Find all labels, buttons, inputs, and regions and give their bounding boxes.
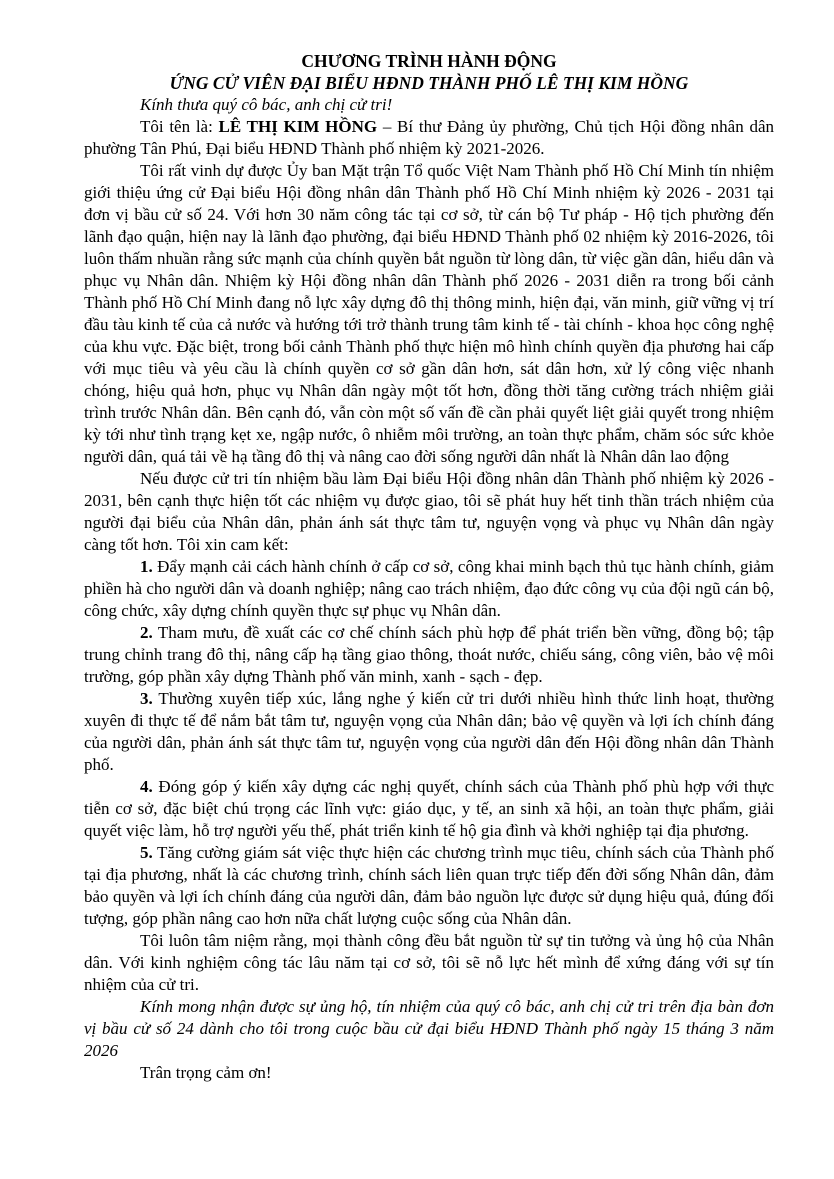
intro-prefix: Tôi tên là: [140,117,219,136]
commitment-number: 3. [140,689,153,708]
belief-paragraph: Tôi luôn tâm niệm rằng, mọi thành công đều bắt nguồn từ sự tin tưởng và ủng hộ của Nhân dân. Với kinh nghiệm công tác lâu năm tại cơ sở, tôi sẽ nỗ lực hết mình để xứng đáng với sự tín nhiệm của cử tri. [84,931,774,994]
commitment-item-5 [84,842,774,930]
commitment-item-3 [84,688,774,776]
commitment-number: 4. [140,777,153,796]
commitment-text: Tham mưu, đề xuất các cơ chế chính sách phù hợp để phát triển bền vững, đồng bộ; tập trung chỉnh trang đô thị, nâng cấp hạ tầng giao thông, thoát nước, chiếu sáng, công viên, bảo vệ môi trường, góp phần xây dựng Thành phố văn minh, xanh - sạch - đẹp. [84,623,774,686]
commitment-item-2 [84,622,774,688]
commitment-text: Tăng cường giám sát việc thực hiện các chương trình mục tiêu, chính sách của Thành phố tại địa phương, nhất là các chương trình, chính sách liên quan trực tiếp đến đời sống Nhân dân, đảm bảo quyền và lợi ích chính đáng của người dân, đảm bảo nguồn lực được sử dụng hiệu quả, đúng đối tượng, góp phần nâng cao hơn nữa chất lượng cuộc sống của Nhân dân. [84,843,774,928]
main-paragraph: Tôi rất vinh dự được Ủy ban Mặt trận Tổ quốc Việt Nam Thành phố Hồ Chí Minh tín nhiệm giới thiệu ứng cử Đại biểu Hội đồng nhân dân Thành phố Hồ Chí Minh nhiệm kỳ 2026 - 2031 tại đơn vị bầu cử số 24. Với hơn 30 năm công tác tại cơ sở, từ cán bộ Tư pháp - Hộ tịch phường đến lãnh đạo quận, hiện nay là lãnh đạo phường, đại biểu HĐND Thành phố 02 nhiệm kỳ 2016-2026, tôi luôn thấm nhuần rằng sức mạnh của chính quyền bắt nguồn từ lòng dân, từ việc gần dân, hiểu dân và phục vụ Nhân dân. Nhiệm kỳ Hội đồng nhân dân Thành phố 2026 - 2031 diễn ra trong bối cảnh Thành phố Hồ Chí Minh đang nỗ lực xây dựng đô thị thông minh, hiện đại, văn minh, giữ vững vị trí đầu tàu kinh tế của cả nước và hướng tới trở thành trung tâm kinh tế - tài chính - khoa học công nghệ của khu vực. Đặc biệt, trong bối cảnh Thành phố thực hiện mô hình chính quyền địa phương hai cấp với mục tiêu và yêu cầu là chính quyền cơ sở gần dân hơn, sát dân hơn, xử lý công việc nhanh chóng, hiệu quả hơn, phục vụ Nhân dân ngày một tốt hơn, đồng thời tăng cường trách nhiệm giải trình trước Nhân dân. Bên cạnh đó, vẫn còn một số vấn đề cần phải quyết liệt giải quyết trong nhiệm kỳ tới như tình trạng kẹt xe, ngập nước, ô nhiễm môi trường, an toàn thực phẩm, chăm sóc sức khỏe người dân, quá tải về hạ tầng đô thị và nâng cao đời sống người dân nhất là Nhân dân lao động [84,161,774,466]
commitment-number: 5. [140,843,153,862]
document-subtitle: ỨNG CỬ VIÊN ĐẠI BIỂU HĐND THÀNH PHỐ LÊ THỊ KIM HỒNG [169,73,689,93]
commitment-number: 1. [140,557,153,576]
commitment-text: Đóng góp ý kiến xây dựng các nghị quyết, chính sách của Thành phố phù hợp với thực tiễn cơ sở, đặc biệt chú trọng các lĩnh vực: giáo dục, y tế, an sinh xã hội, an toàn thực phẩm, giải quyết việc làm, hỗ trợ người yếu thế, phát triển kinh tế hộ gia đình và khởi nghiệp tại địa phương. [84,777,774,840]
commitment-text: Đẩy mạnh cải cách hành chính ở cấp cơ sở, công khai minh bạch thủ tục hành chính, giảm phiền hà cho người dân và doanh nghiệp; nâng cao trách nhiệm, đạo đức công vụ của đội ngũ cán bộ, công chức, xây dựng chính quyền thực sự phục vụ Nhân dân. [84,557,774,620]
greeting: Kính thưa quý cô bác, anh chị cử tri! [140,95,393,114]
document-title: CHƯƠNG TRÌNH HÀNH ĐỘNG [301,51,557,71]
commitment-intro-paragraph: Nếu được cử tri tín nhiệm bầu làm Đại biểu Hội đồng nhân dân Thành phố nhiệm kỳ 2026 - 2031, bên cạnh thực hiện tốt các nhiệm vụ được giao, tôi sẽ phát huy hết tinh thần trách nhiệm của người đại biểu của Nhân dân, phản ánh sát thực tâm tư, nguyện vọng và phục vụ Nhân dân ngày càng tốt hơn. Tôi xin cam kết: [84,469,774,554]
commitment-item-1 [84,556,774,622]
candidate-name: LÊ THỊ KIM HỒNG [218,117,378,136]
thanks-line: Trân trọng cảm ơn! [140,1063,272,1082]
intro-suffix: – Bí thư Đảng ủy phường, Chủ tịch Hội đồng nhân dân phường Tân Phú, Đại biểu HĐND Thành phố nhiệm kỳ 2021-2026. [84,117,774,158]
request-paragraph: Kính mong nhận được sự ủng hộ, tín nhiệm của quý cô bác, anh chị cử tri trên địa bàn đơn vị bầu cử số 24 dành cho tôi trong cuộc bầu cử đại biểu HĐND Thành phố ngày 15 tháng 3 năm 2026 [84,997,774,1060]
commitment-item-4 [84,776,774,842]
commitment-number: 2. [140,623,153,642]
commitment-text: Thường xuyên tiếp xúc, lắng nghe ý kiến cử tri dưới nhiều hình thức linh hoạt, thường xuyên đi thực tế để nắm bắt tâm tư, nguyện vọng của Nhân dân; bảo vệ quyền và lợi ích chính đáng của người dân, phản ánh sát thực tâm tư, nguyện vọng của người dân đến Hội đồng nhân dân Thành phố. [84,689,774,774]
intro-paragraph [84,116,774,160]
